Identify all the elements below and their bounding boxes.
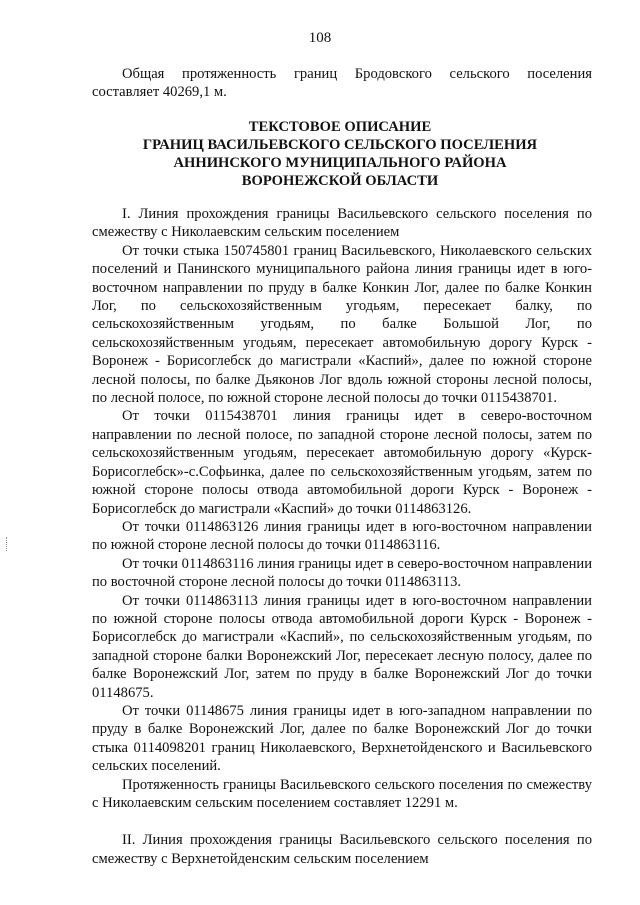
paragraph-5: От точки 0114863113 линия границы идет в юго-восточном направлении по южной стороне полосы отвода автомобильной дороги Курск - Воронеж - Борисоглебск до магистрали «Каспий», по сельскохозяйственным угодьям, по западной стороне балки Воронежский Лог, пересекает лесную полосу, далее по балке Воронежский Лог, затем по пруду в балке Воронежский Лог до точки 01148675. (92, 592, 592, 701)
paragraph-4: От точки 0114863116 линия границы идет в северо-восточном направлении по восточной стороне лесной полосы до точки 0114863113. (92, 555, 592, 591)
title-line-2: ГРАНИЦ ВАСИЛЬЕВСКОГО СЕЛЬСКОГО ПОСЕЛЕНИЯ (142, 137, 538, 153)
title-line-4: ВОРОНЕЖСКОЙ ОБЛАСТИ (241, 173, 439, 189)
section-1-length: Протяженность границы Васильевского сельского поселения по смежеству с Николаевским сельским поселением составляет 12291 м. (92, 776, 592, 811)
paragraph-1: От точки стыка 150745801 границ Васильевского, Николаевского сельских поселений и Панинского муниципального района линия границы идет в юго-восточном направлении по пруду в балке Конкин Лог, далее по балке Конкин Лог, по сельскохозяйственным угодьям, пересекает балку, по сельскохозяйственным угодьям, по балке Большой Лог, по сельскохозяйственным угодьям, пересекает автомобильную дорогу Курск - Воронеж - Борисоглебск до магистрали «Каспий», далее по южной стороне лесной полосы, по балке Дьяконов Лог вдоль южной стороны лесной полосы, по лесной полосе, по южной стороне лесной полосы до точки 0115438701. (92, 242, 592, 407)
paragraph-3: От точки 0114863126 линия границы идет в юго-восточном направлении по южной стороне лесной полосы до точки 0114863116. (92, 518, 592, 554)
margin-mark (6, 537, 9, 551)
paragraph-6: От точки 01148675 линия границы идет в юго-западном направлении по пруду в балке Воронежский Лог, далее по балке Воронежский Лог до точки стыка 0114098201 границ Николаевского, Верхнетойденского и Васильевского сельских поселений. (92, 702, 592, 775)
title-line-1: ТЕКСТОВОЕ ОПИСАНИЕ (248, 119, 432, 135)
section-2-heading: II. Линия прохождения границы Васильевского сельского поселения по смежеству с Верхнетойденским сельским поселением (92, 832, 592, 867)
paragraph-2: От точки 0115438701 линия границы идет в северо-восточном направлении по лесной полосе, по западной стороне лесной полосы, затем по сельскохозяйственным угодьям, пересекает автомобильную дорогу «Курск-Борисоглебск»-с.Софьинка, далее по сельскохозяйственным угодьям, затем по южной стороне полосы отвода автомобильной дороги Курск - Воронеж - Борисоглебск до магистрали «Каспий» до точки 0114863126. (92, 408, 592, 517)
title-line-3: АННИНСКОГО МУНИЦИПАЛЬНОГО РАЙОНА (173, 155, 507, 171)
section-1-heading: I. Линия прохождения границы Васильевского сельского поселения по смежеству с Николаевским сельским поселением (92, 206, 592, 241)
intro-paragraph: Общая протяженность границ Бродовского сельского поселения составляет 40269,1 м. (92, 66, 592, 101)
page-number: 108 (308, 30, 332, 46)
document-title (60, 118, 620, 190)
document-body (92, 205, 592, 868)
